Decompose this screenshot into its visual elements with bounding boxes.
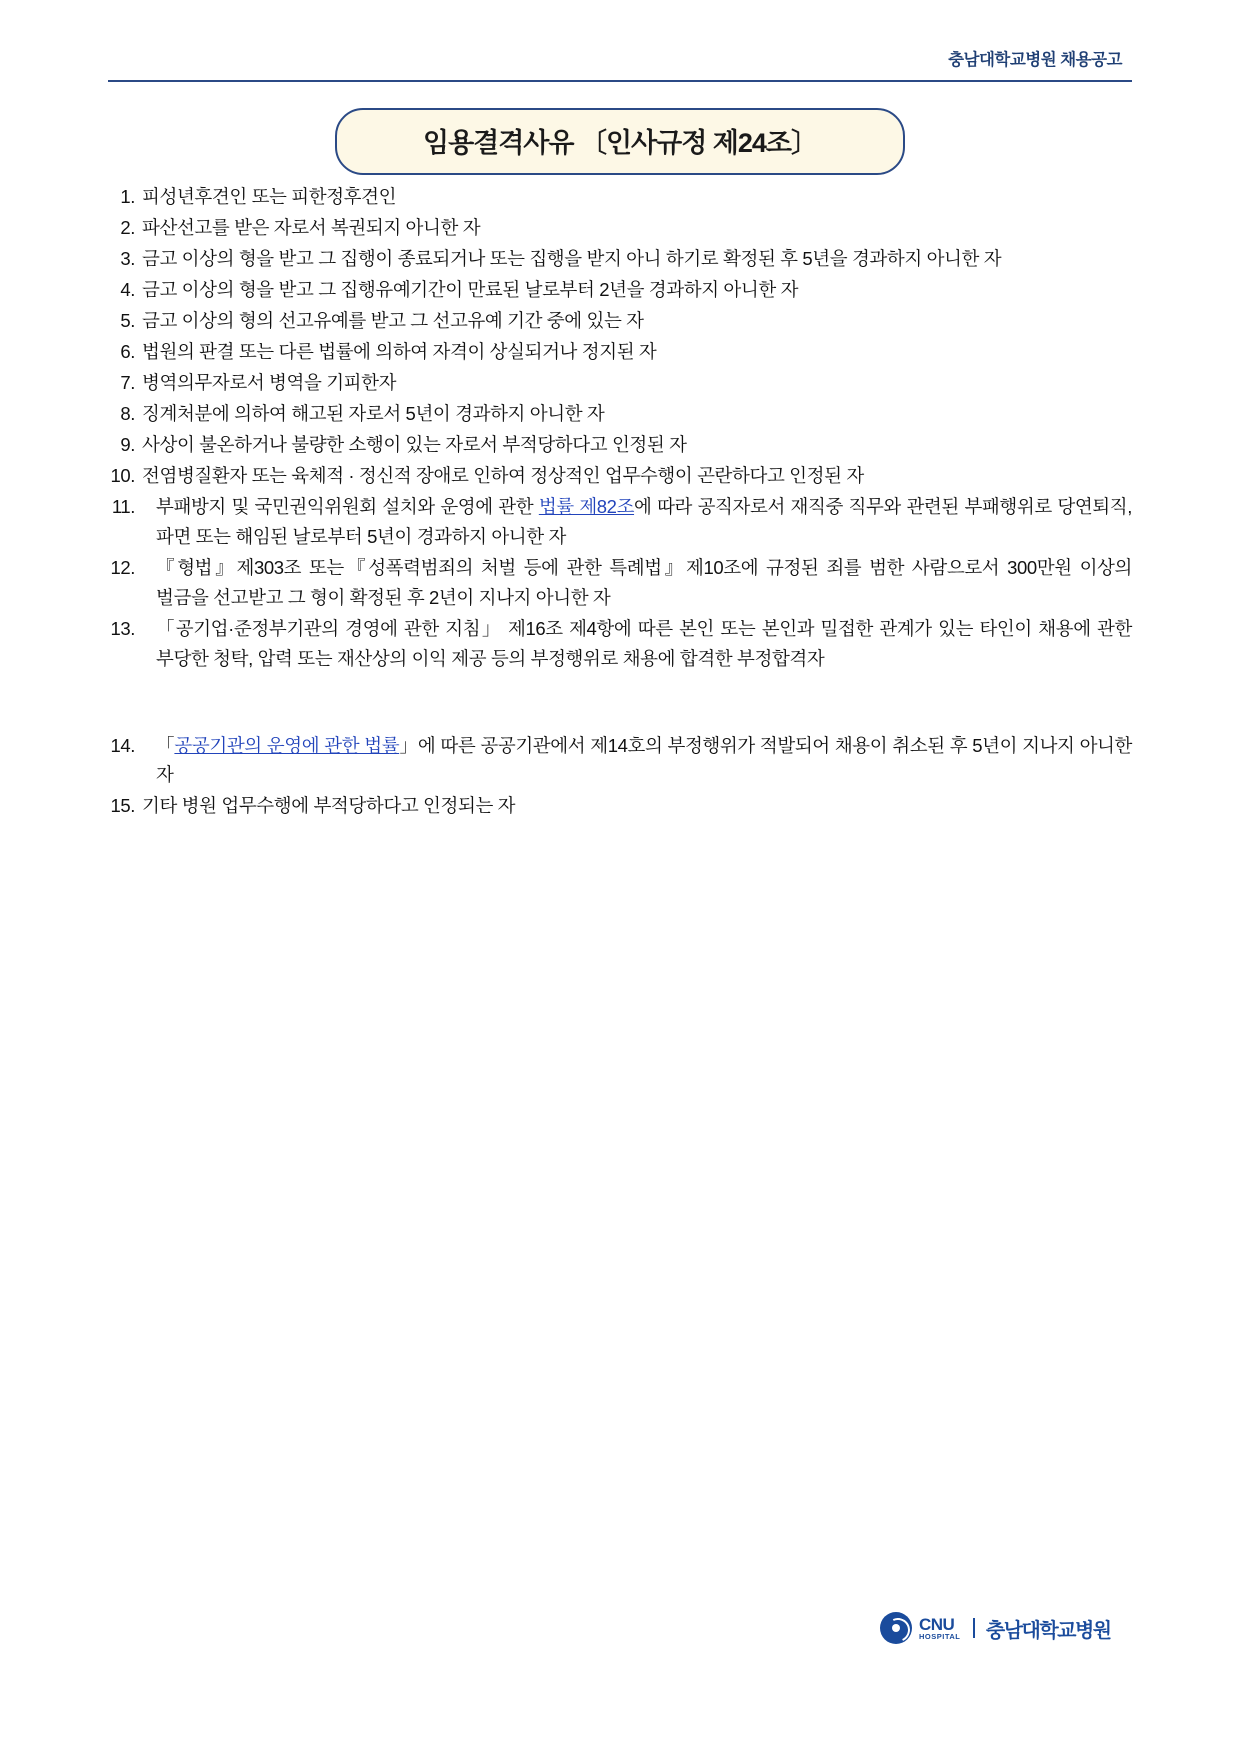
list-item-text: 전염병질환자 또는 육체적 · 정신적 장애로 인하여 정상적인 업무수행이 곤란하다고 인정된 자 (142, 464, 864, 486)
list-item-number: 10. (110, 464, 135, 486)
logo-divider (973, 1618, 975, 1638)
list-item-number: 14. (110, 734, 135, 756)
list-item-text: 금고 이상의 형의 선고유예를 받고 그 선고유예 기간 중에 있는 자 (142, 309, 644, 331)
list-item (108, 399, 1132, 429)
list-item (108, 337, 1132, 367)
logo-cnu-abbr: CNU (919, 1614, 955, 1634)
list-item-text-after-link: 에 따라 공직자로서 재직중 직무와 관련된 부패행위로 당연퇴직, 파면 또는 해임된 날로부터 5년이 경과하지 아니한 자 (156, 495, 1132, 547)
list-item-text (142, 553, 1132, 613)
list-item-text: 파산선고를 받은 자로서 복권되지 아니한 자 (142, 216, 481, 238)
list-item-number: 5. (120, 309, 135, 331)
list-item (108, 553, 1132, 613)
logo-hospital-name: 충남대학교병원 (985, 1619, 1111, 1642)
list-item-text: 법원의 판결 또는 다른 법률에 의하여 자격이 상실되거나 정지된 자 (142, 340, 657, 362)
list-item-text: 금고 이상의 형을 받고 그 집행이 종료되거나 또는 집행을 받지 아니 하기로 확정된 후 5년을 경과하지 아니한 자 (142, 247, 1002, 269)
title-container (0, 108, 1240, 175)
list-item (108, 275, 1132, 305)
list-item-number: 6. (120, 340, 135, 362)
logo-cnu-sub: HOSPITAL (919, 1631, 961, 1641)
list-item-number: 8. (120, 402, 135, 424)
list-item (108, 244, 1132, 274)
header-org-label: 충남대학교병원 채용공고 (948, 51, 1122, 69)
list-item-text-content: 『형법』제303조 또는『성폭력범죄의 처벌 등에 관한 특례법』제10조에 규정된 죄를 범한 사람으로서 300만원 이상의 벌금을 선고받고 그 형이 확정된 후 2년이 지나지 아니한 자 (156, 556, 1132, 608)
list-item-number: 12. (110, 556, 135, 578)
hospital-emblem-icon (880, 1612, 912, 1644)
list-item (108, 368, 1132, 398)
list-item-text: 피성년후견인 또는 피한정후견인 (142, 186, 397, 207)
list-item (108, 213, 1132, 243)
list-item-text-before-link: 부패방지 및 국민권익위원회 설치와 운영에 관한 (156, 495, 539, 517)
list-item-text-after-link: 」에 따른 공공기관에서 제14호의 부정행위가 적발되어 채용이 취소된 후 5년이 지나지 아니한 자 (156, 734, 1132, 786)
title-pill (335, 108, 905, 175)
law-link-82[interactable]: 법률 제82조 (538, 495, 635, 517)
page-header (0, 46, 1240, 70)
list-item-number: 13. (110, 617, 135, 639)
law-link-public-institution[interactable]: 공공기관의 운영에 관한 법률 (174, 734, 400, 756)
list-item-text (142, 614, 1132, 674)
list-item-text (142, 492, 1132, 552)
list-item-text: 사상이 불온하거나 불량한 소행이 있는 자로서 부적당하다고 인정된 자 (142, 433, 687, 455)
page-title: 임용결격사유 〔인사규정 제24조〕 (422, 128, 818, 158)
header-divider (108, 80, 1132, 82)
list-item-text (142, 731, 1132, 791)
list-item-text: 기타 병원 업무수행에 부적당하다고 인정되는 자 (142, 795, 516, 817)
list-item (108, 182, 1132, 212)
list-item-number: 3. (120, 247, 135, 269)
list-item-number: 1. (120, 186, 135, 207)
list-item (108, 430, 1132, 460)
list-item (108, 731, 1132, 791)
list-item-text: 징계처분에 의하여 해고된 자로서 5년이 경과하지 아니한 자 (142, 402, 605, 424)
list-item-number: 9. (120, 433, 135, 455)
list-gap-spacer (108, 675, 1132, 731)
list-item (108, 306, 1132, 336)
footer-logo (880, 1612, 1111, 1644)
list-item (108, 791, 1132, 821)
list-item (108, 492, 1132, 552)
clause-list (108, 182, 1132, 822)
list-item-text: 병역의무자로서 병역을 기피한자 (142, 371, 397, 393)
list-item (108, 461, 1132, 491)
list-item-text-before-link: 「 (156, 734, 175, 756)
list-item-text-content: 「공기업·준정부기관의 경영에 관한 지침」 제16조 제4항에 따른 본인 또는 본인과 밀접한 관계가 있는 타인이 채용에 관한 부당한 청탁, 압력 또는 재산상의 이익 제공 등의 부정행위로 채용에 합격한 부정합격자 (156, 617, 1132, 669)
list-item-number: 15. (110, 795, 135, 817)
list-item-text: 금고 이상의 형을 받고 그 집행유예기간이 만료된 날로부터 2년을 경과하지 아니한 자 (142, 278, 799, 300)
list-item-number: 4. (120, 278, 135, 300)
list-item-number: 2. (120, 216, 135, 238)
list-item-number: 11. (111, 495, 135, 517)
logo-cnu-text (919, 1616, 960, 1641)
list-item-number: 7. (120, 371, 135, 393)
list-item (108, 614, 1132, 674)
